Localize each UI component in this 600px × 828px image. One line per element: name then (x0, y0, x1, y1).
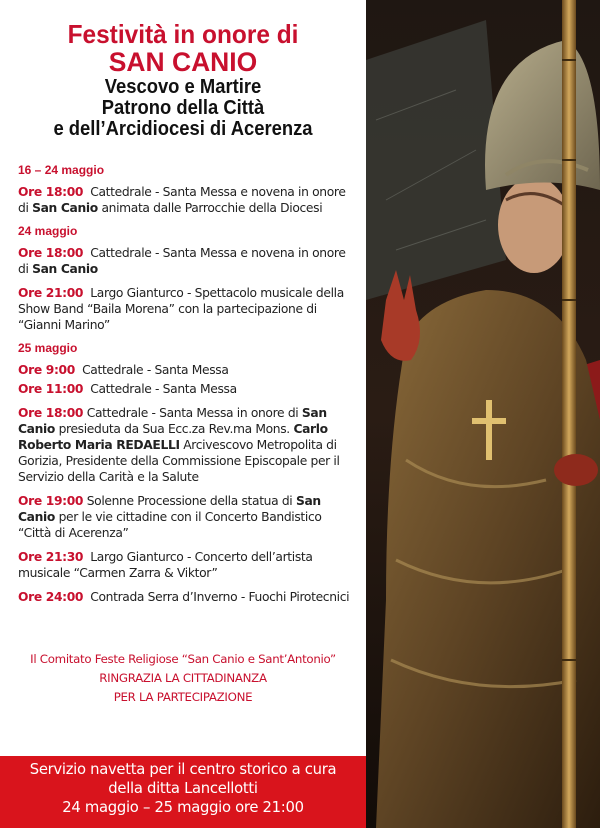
thanks-line: RINGRAZIA LA CITTADINANZA (99, 671, 267, 685)
event-item: Ore 9:00 Cattedrale - Santa Messa (18, 363, 229, 377)
program-list (18, 163, 358, 613)
event-time: Ore 11:00 (18, 382, 84, 396)
thanks-line: PER LA PARTECIPAZIONE (113, 690, 253, 704)
event-time: Ore 19:00 (18, 494, 84, 508)
subtitle-line: Vescovo e Martire (104, 76, 262, 98)
committee-thanks (0, 650, 366, 707)
event-time: Ore 21:30 (18, 550, 84, 564)
event-item: Ore 21:30 Largo Gianturco - Concerto dell’artista musicale “Carmen Zarra & Viktor” (18, 550, 313, 580)
event-item: Ore 18:00 Cattedrale - Santa Messa e novena in onore di San Canio (18, 246, 346, 276)
saint-name: SAN CANIO (108, 47, 258, 77)
statue-image (366, 0, 600, 828)
date-heading: 16 – 24 maggio (18, 163, 105, 177)
date-heading: 25 maggio (18, 341, 78, 355)
event-time: Ore 18:00 (18, 406, 84, 420)
shuttle-banner (0, 756, 366, 828)
subtitle-line: e dell’Arcidiocesi di Acerenza (53, 118, 313, 140)
event-item: Ore 19:00 Solenne Processione della statua di San Canio per le vie cittadine con il Concerto Bandistico “Città di Acerenza” (18, 494, 322, 540)
title-block (0, 20, 366, 140)
banner-line: Servizio navetta per il centro storico a cura (29, 761, 337, 778)
event-item: Ore 24:00 Contrada Serra d’Inverno - Fuochi Pirotecnici (18, 590, 350, 604)
banner-line: 24 maggio – 25 maggio ore 21:00 (62, 799, 304, 816)
event-item: Ore 21:00 Largo Gianturco - Spettacolo musicale della Show Band “Baila Morena” con la partecipazione di “Gianni Marino” (18, 286, 344, 332)
event-item: Ore 18:00 Cattedrale - Santa Messa in onore di San Canio presieduta da Sua Ecc.za Rev.ma Mons. Carlo Roberto Maria REDAELLI Arcivescovo Metropolita di Gorizia, Presidente della Commissione Episcopale per il Servizio della Carità e la Salute (18, 406, 340, 484)
date-heading: 24 maggio (18, 224, 78, 238)
event-item: Ore 11:00 Cattedrale - Santa Messa (18, 382, 237, 396)
event-time: Ore 21:00 (18, 286, 84, 300)
event-item: Ore 18:00 Cattedrale - Santa Messa e novena in onore di San Canio animata dalle Parrocchie della Diocesi (18, 185, 346, 215)
event-time: Ore 24:00 (18, 590, 84, 604)
event-time: Ore 9:00 (18, 363, 75, 377)
committee-name: Il Comitato Feste Religiose “San Canio e Sant’Antonio” (30, 652, 336, 666)
subtitle-line: Patrono della Città (101, 97, 265, 119)
banner-line: della ditta Lancellotti (108, 780, 258, 797)
event-time: Ore 18:00 (18, 246, 84, 260)
title-line: Festività in onore di (67, 19, 299, 49)
event-time: Ore 18:00 (18, 185, 84, 199)
